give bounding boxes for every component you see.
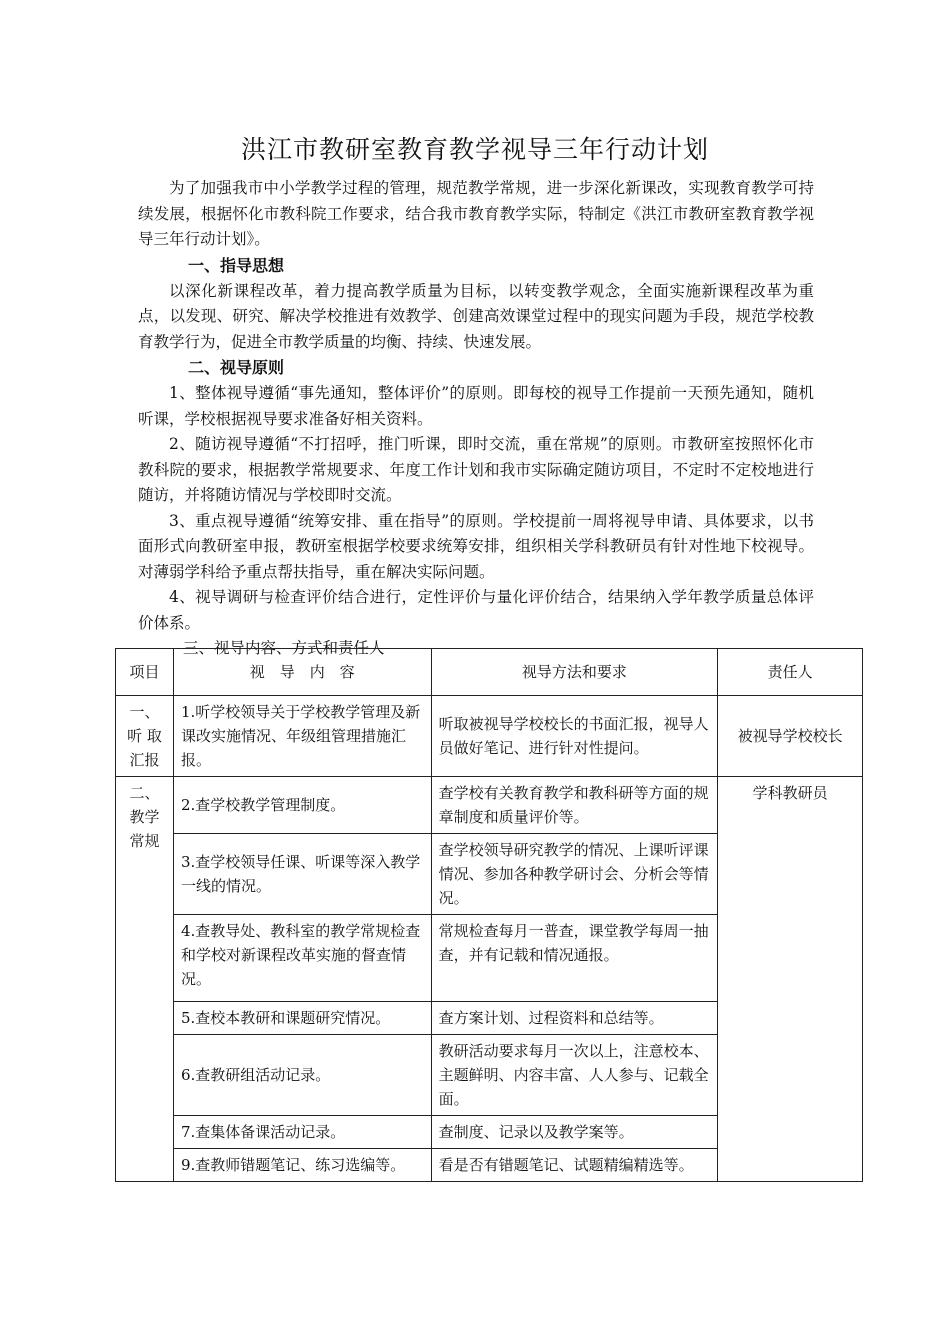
content-cell: 5.查校本教研和课题研究情况。 bbox=[173, 1002, 431, 1035]
method-cell: 查学校有关教育教学和教科研等方面的规章制度和质量评价等。 bbox=[431, 777, 718, 834]
category-cell: 二、 教学 常规 bbox=[116, 777, 174, 1182]
method-cell: 查制度、记录以及教学案等。 bbox=[431, 1116, 718, 1149]
method-cell: 常规检查每月一普查，课堂教学每周一抽查，并有记载和情况通报。 bbox=[431, 915, 718, 1002]
method-cell: 听取被视导学校校长的书面汇报，视导人员做好笔记、进行针对性提问。 bbox=[431, 696, 718, 777]
method-cell: 教研活动要求每月一次以上，注意校本、主题鲜明、内容丰富、人人参与、记载全面。 bbox=[431, 1035, 718, 1116]
header-cell-method: 视导方法和要求 bbox=[431, 649, 718, 696]
method-cell: 查方案计划、过程资料和总结等。 bbox=[431, 1002, 718, 1035]
principle-paragraph: 1、整体视导遵循“事先通知，整体评价”的原则。即每校的视导工作提前一天预先通知，随机听课，学校根据视导要求准备好相关资料。 bbox=[138, 384, 814, 428]
table-row bbox=[116, 777, 863, 834]
table-row bbox=[116, 696, 863, 777]
category-cell: 一、 听 取 汇报 bbox=[116, 696, 174, 777]
section-heading-guiding-thought: 一、指导思想 bbox=[188, 255, 285, 275]
guiding-thought-paragraph: 以深化新课程改革，着力提高教学质量为目标，以转变教学观念，全面实施新课程改革为重点，以发现、研究、解决学校推进有效教学、创建高效课堂过程中的现实问题为手段，规范学校教育教学行为，促进全市教学质量的均衡、持续、快速发展。 bbox=[138, 281, 814, 351]
document-title: 洪江市教研室教育教学视导三年行动计划 bbox=[240, 135, 709, 164]
content-cell: 1.听学校领导关于学校教学管理及新课改实施情况、年级组管理措施汇报。 bbox=[173, 696, 431, 777]
header-cell-person: 责任人 bbox=[718, 649, 863, 696]
content-cell: 6.查教研组活动记录。 bbox=[173, 1035, 431, 1116]
content-cell: 3.查学校领导任课、听课等深入教学一线的情况。 bbox=[173, 834, 431, 915]
supervision-table bbox=[115, 648, 863, 1182]
document-body bbox=[138, 176, 814, 660]
principle-paragraph: 2、随访视导遵循“不打招呼，推门听课，即时交流，重在常规”的原则。市教研室按照怀化市教科院的要求，根据教学常规要求、年度工作计划和我市实际确定随访项目，不定时不定校地进行随访，并将随访情况与学校即时交流。 bbox=[138, 435, 814, 504]
intro-paragraph: 为了加强我市中小学教学过程的管理，规范教学常规，进一步深化新课改，实现教育教学可持续发展，根据怀化市教科院工作要求，结合我市教育教学实际，特制定《洪江市教研室教育教学视导三年行动计划》。 bbox=[138, 179, 814, 248]
content-cell: 2.查学校教学管理制度。 bbox=[173, 777, 431, 834]
principle-paragraph: 3、重点视导遵循“统筹安排、重在指导”的原则。学校提前一周将视导申请、具体要求，以书面形式向教研室申报，教研室根据学校要求统筹安排，组织相关学科教研员有针对性地下校视导。对薄弱学科给予重点帮扶指导，重在解决实际问题。 bbox=[138, 511, 814, 581]
content-cell: 4.查教导处、教科室的教学常规检查和学校对新课程改革实施的督查情况。 bbox=[173, 915, 431, 1002]
section-heading-principles: 二、视导原则 bbox=[188, 358, 285, 377]
method-cell: 看是否有错题笔记、试题精编精选等。 bbox=[431, 1149, 718, 1182]
person-cell: 被视导学校校长 bbox=[718, 696, 863, 777]
header-cell-item: 项目 bbox=[116, 649, 174, 696]
table-header-row bbox=[116, 649, 863, 696]
content-cell: 7.查集体备课活动记录。 bbox=[173, 1116, 431, 1149]
person-cell: 学科教研员 bbox=[718, 777, 863, 1182]
principle-paragraph: 4、视导调研与检查评价结合进行，定性评价与量化评价结合，结果纳入学年教学质量总体评价体系。 bbox=[138, 588, 814, 632]
method-cell: 查学校领导研究教学的情况、上课听评课情况、参加各种教学研讨会、分析会等情况。 bbox=[431, 834, 718, 915]
section-heading-table: 三、视导内容、方式和责任人 bbox=[183, 639, 385, 657]
header-cell-content: 视 导 内 容 bbox=[173, 649, 431, 696]
content-cell: 9.查教师错题笔记、练习选编等。 bbox=[173, 1149, 431, 1182]
